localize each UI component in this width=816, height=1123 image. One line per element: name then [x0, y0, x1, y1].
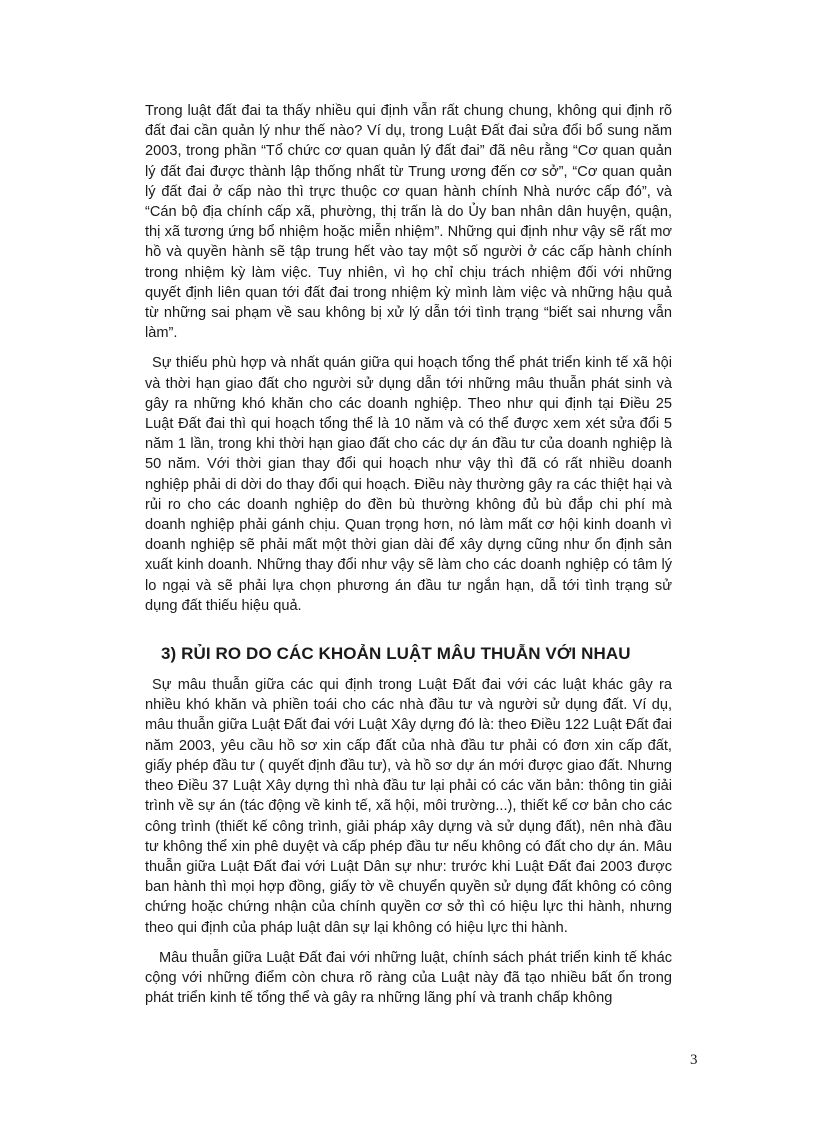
- paragraph-law-conflicts: Sự mâu thuẫn giữa các qui định trong Luật Đất đai với các luật khác gây ra nhiều khó khăn và phiền toái cho các nhà đầu tư và người sử dụng đất. Ví dụ, mâu thuẫn giữa Luật Đất đai với Luật Xây dựng đó là: theo Điều 122 Luật Đất đai năm 2003, yêu cầu hồ sơ xin cấp đất của nhà đầu tư phải có đơn xin cấp đất, giấy phép đầu tư ( quyết định đầu tư), và hồ sơ dự án mới được giao đất. Nhưng theo Điều 37 Luật Xây dựng thì nhà đầu tư lại phải có các văn bản: thông tin giải trình về sự án (tác động về kinh tế, xã hội, môi trường...), thiết kế cơ bản cho các công trình (thiết kế công trình, giải pháp xây dựng và sử dụng đất), nên nhà đầu tư không thể xin phê duyệt và cấp phép đầu tư nếu không có đất cho dự án. Mâu thuẫn giữa Luật Đất đai với Luật Dân sự như: trước khi Luật Đất đai 2003 được ban hành thì mọi hợp đồng, giấy tờ về chuyển quyền sử dụng đất không có công chứng hoặc chứng nhận của chính quyền cơ sở thì có hiệu lực thi hành, nhưng theo qui định của pháp luật dân sự lại không có hiệu lực thi hành.: [145, 677, 672, 936]
- section-heading: 3) RỦI RO DO CÁC KHOẢN LUẬT MÂU THUẪN VỚI NHAU: [161, 644, 631, 664]
- paragraph-planning-mismatch: Sự thiếu phù hợp và nhất quán giữa qui hoạch tổng thể phát triển kinh tế xã hội và thời hạn giao đất cho người sử dụng dẫn tới những mâu thuẫn phát sinh và gây ra những khó khăn cho các doanh nghiệp. Theo như qui định tại Điều 25 Luật Đất đai thì qui hoạch tổng thể là 10 năm và có thể được xem xét sửa đổi 5 năm 1 lần, trong khi thời hạn giao đất cho các dự án đầu tư của doanh nghiệp là 50 năm. Với thời gian thay đổi qui hoạch như vậy thì đã có rất nhiều doanh nghiệp phải di dời do thay đổi qui hoạch. Điều này thường gây ra các thiệt hại và rủi ro cho các doanh nghiệp do đền bù thường không đủ bù đắp chi phí mà doanh nghiệp phải gánh chịu. Quan trọng hơn, nó làm mất cơ hội kinh doanh vì doanh nghiệp sẽ phải mất một thời gian dài để xây dựng cũng như ổn định sản xuất kinh doanh. Những thay đổi như vậy sẽ làm cho các doanh nghiệp có tâm lý lo ngại và sẽ phải lựa chọn phương án đầu tư ngắn hạn, dẫ tới tình trạng sử dụng đất thiếu hiệu quả.: [145, 355, 672, 614]
- page-number: 3: [690, 1052, 698, 1068]
- page-content: [145, 101, 672, 1018]
- paragraph-land-law-vagueness: Trong luật đất đai ta thấy nhiều qui định vẫn rất chung chung, không qui định rõ đất đai cần quản lý như thế nào? Ví dụ, trong Luật Đất đai sửa đổi bổ sung năm 2003, trong phần “Tổ chức cơ quan quản lý đất đai” đã nêu rằng “Cơ quan quản lý đất đai được thành lập thống nhất từ Trung ương đến cơ sở”, “Cơ quan quản lý đất đai ở cấp nào thì trực thuộc cơ quan hành chính Nhà nước cấp đó”, và “Cán bộ địa chính cấp xã, phường, thị trấn là do Ủy ban nhân dân huyện, quận, thị xã tương ứng bổ nhiệm hoặc miễn nhiệm”. Những qui định như vậy sẽ rất mơ hồ và quyền hành sẽ tập trung hết vào tay một số người ở các cấp hành chính trong nhiệm kỳ làm việc. Tuy nhiên, vì họ chỉ chịu trách nhiệm đối với những quyết định liên quan tới đất đai trong nhiệm kỳ mình làm việc và những hậu quả từ những sai phạm về sau không bị xử lý dẫn tới tình trạng “biết sai nhưng vẫn làm”.: [145, 103, 672, 342]
- paragraph-policy-conflicts: Mâu thuẫn giữa Luật Đất đai với những luật, chính sách phát triển kinh tế khác cộng với những điểm còn chưa rõ ràng của Luật này đã tạo nhiều bất ổn trong phát triển kinh tế tổng thể và gây ra những lãng phí và tranh chấp không: [145, 949, 672, 1007]
